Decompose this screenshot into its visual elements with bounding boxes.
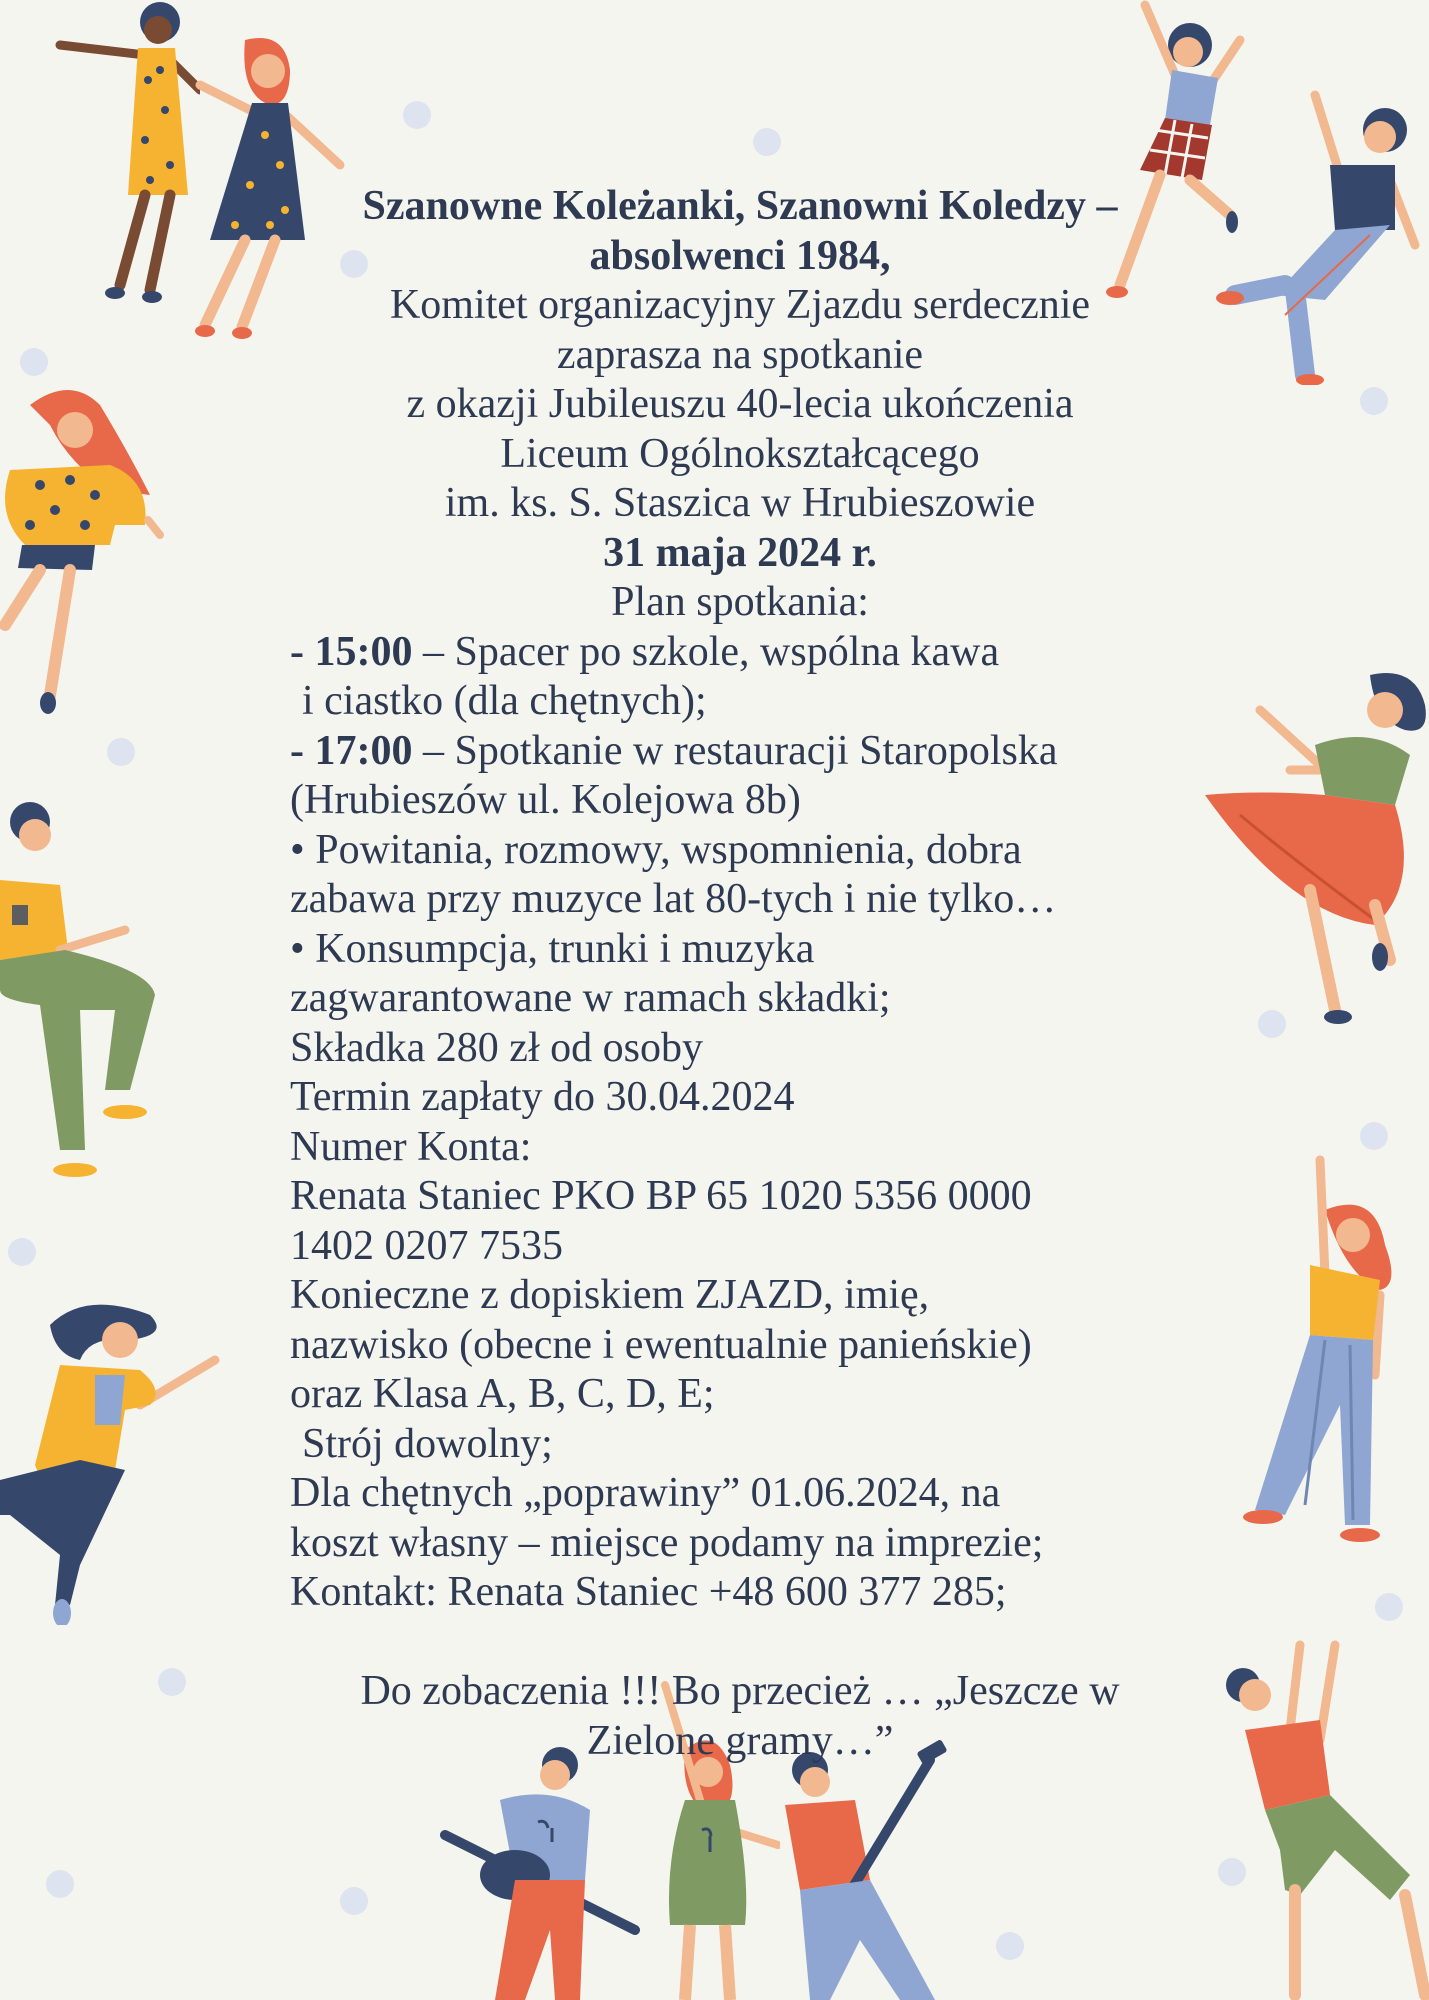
decor-dot <box>107 738 135 766</box>
decor-dot <box>158 1668 186 1696</box>
dancer-man-navy-shirt-illustration <box>1215 85 1429 385</box>
after-party-line: Dla chętnych „poprawiny” 01.06.2024, na <box>290 1470 1001 1516</box>
decor-dot <box>403 101 431 129</box>
decor-dot <box>753 128 781 156</box>
transfer-note: Konieczne z dopiskiem ZJAZD, imię, <box>290 1272 930 1318</box>
intro-line: zaprasza na spotkanie <box>556 331 924 378</box>
plan-item-1 <box>290 628 1230 678</box>
payment-deadline: Termin zapłaty do 30.04.2024 <box>290 1074 795 1120</box>
transfer-note: oraz Klasa A, B, C, D, E; <box>290 1371 715 1417</box>
decor-dot <box>340 1887 368 1915</box>
dancer-blue-pants-illustration <box>1215 1155 1415 1555</box>
closing-line: Do zobaczenia !!! Bo przecież … „Jeszcze w <box>360 1668 1120 1714</box>
decor-dot <box>20 348 48 376</box>
dancer-yellow-jacket-illustration <box>0 1295 230 1625</box>
detail-line: zabawa przy muzyce lat 80-tych i nie tylko… <box>290 876 1057 922</box>
plan-item-1-text: – Spacer po szkole, wspólna kawa <box>412 628 1000 675</box>
detail-line: • Konsumpcja, trunki i muzyka <box>290 925 815 972</box>
detail-line: • Powitania, rozmowy, wspomnienia, dobra <box>290 826 1022 873</box>
plan-item-2-text: – Spotkanie w restauracji Staropolska <box>412 727 1058 774</box>
account-number: Renata Staniec PKO BP 65 1020 5356 0000 <box>290 1173 1032 1219</box>
account-label: Numer Konta: <box>290 1123 532 1170</box>
band-guitarist-right-illustration <box>770 1740 970 2000</box>
decor-dot <box>1375 1593 1403 1621</box>
intro-line: Komitet organizacyjny Zjazdu serdecznie <box>389 282 1091 328</box>
dancer-yellow-sweater-illustration <box>0 385 170 715</box>
plan-title: Plan spotkania: <box>611 579 869 625</box>
band-guitarist-left-illustration <box>440 1730 640 2000</box>
spacer <box>250 1618 1230 1668</box>
event-date: 31 maja 2024 r. <box>603 529 877 576</box>
account-number-cont: 1402 0207 7535 <box>290 1222 563 1269</box>
plan-item-1-continued: i ciastko (dla chętnych); <box>302 678 707 724</box>
closing-line: Zielone gramy…” <box>586 1717 894 1764</box>
contact-line: Kontakt: Renata Staniec +48 600 377 285; <box>290 1569 1007 1615</box>
plan-item-2-time: - 17:00 <box>290 727 413 774</box>
invitation-text <box>250 182 1230 1766</box>
plan-item-2-continued: (Hrubieszów ul. Kolejowa 8b) <box>290 777 801 823</box>
dancer-yellow-dress-illustration <box>50 0 200 305</box>
transfer-note: nazwisko (obecne i ewentualnie panieńskie) <box>290 1321 1032 1368</box>
intro-line: z okazji Jubileuszu 40-lecia ukończenia <box>406 381 1074 427</box>
greeting-line-2: absolwenci 1984, <box>589 232 891 279</box>
plan-item-1-time: - 15:00 <box>290 628 413 675</box>
decor-dot <box>1360 1122 1388 1150</box>
detail-line: zagwarantowane w ramach składki; <box>290 975 891 1021</box>
decor-dot <box>8 1238 36 1266</box>
greeting: Szanowne Koleżanki, Szanowni Koledzy – <box>362 183 1118 229</box>
fee-line: Składka 280 zł od osoby <box>290 1024 703 1071</box>
dancer-man-yellow-shirt-illustration <box>0 800 165 1195</box>
plan-item-2 <box>290 727 1230 777</box>
after-party-line: koszt własny – miejsce podamy na imprezie; <box>290 1519 1044 1566</box>
decor-dot <box>996 1932 1024 1960</box>
decor-dot <box>46 1870 74 1898</box>
intro-line: Liceum Ogólnokształcącego <box>500 430 980 477</box>
dancer-orange-skirt-illustration <box>1200 665 1429 1030</box>
decor-dot <box>1360 387 1388 415</box>
dancer-man-orange-shirt-illustration <box>1225 1630 1429 2000</box>
dress-code: Strój dowolny; <box>302 1420 553 1467</box>
intro-line: im. ks. S. Staszica w Hrubieszowie <box>444 480 1036 526</box>
